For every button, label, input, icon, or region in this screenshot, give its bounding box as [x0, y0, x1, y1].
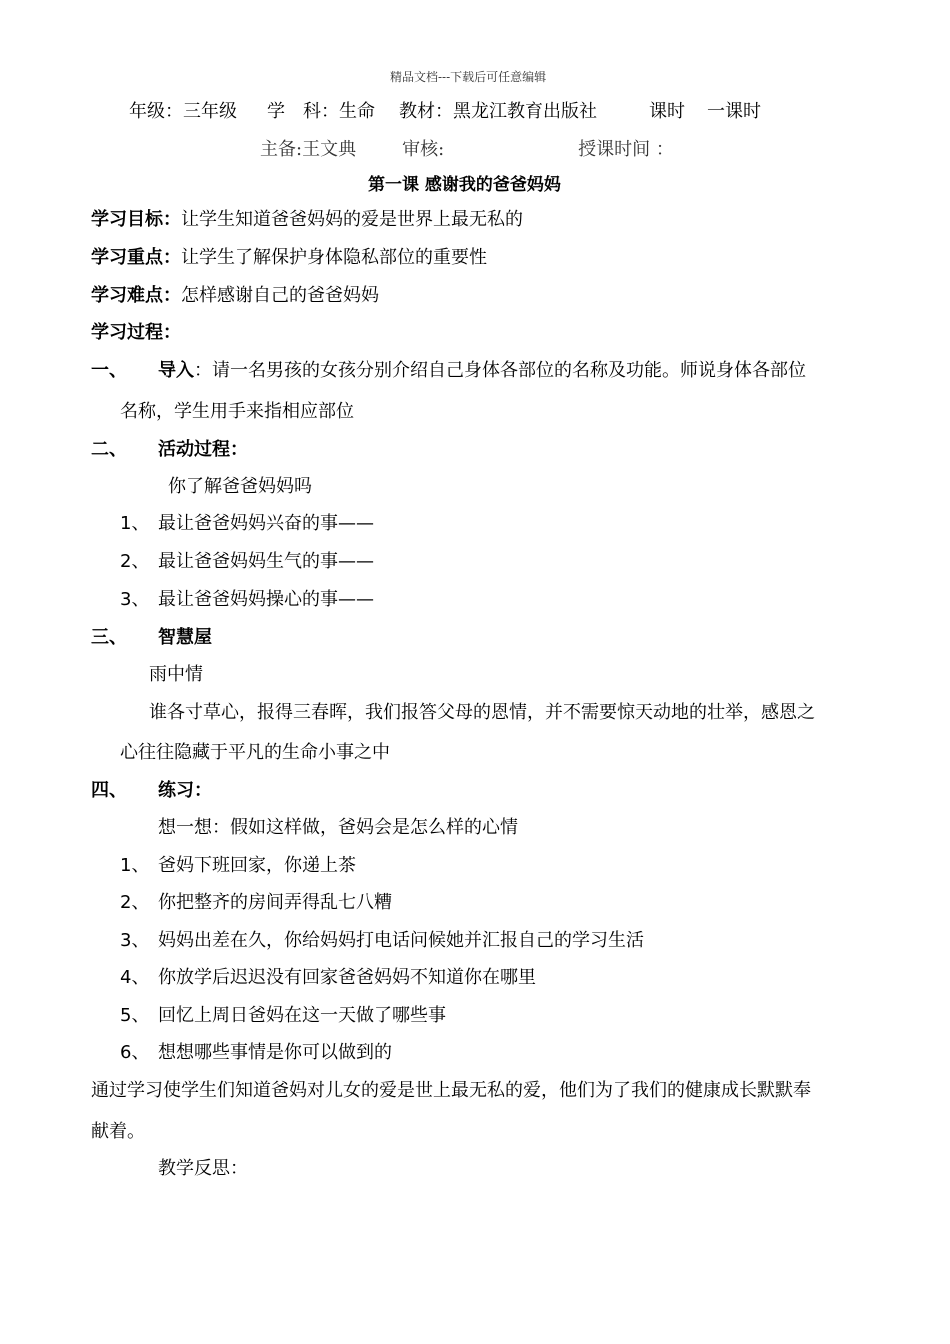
textbook: 教材：黑龙江教育出版社: [399, 101, 597, 122]
sec2-label: 活动过程：: [158, 439, 248, 460]
goal-line: [91, 209, 523, 231]
class-time: 授课时间 ：: [578, 139, 674, 160]
sec4-item-text: 妈妈出差在久，你给妈妈打电话问候她并汇报自己的学习生活: [158, 930, 644, 951]
goal-text: 让学生知道爸爸妈妈的爱是世界上最无私的: [181, 209, 523, 230]
sec3-label: 智慧屋: [158, 627, 212, 648]
header-note: 精品文档---下载后可任意编辑: [390, 70, 547, 84]
sec3-para1: 谁各寸草心，报得三春晖，我们报答父母的恩情，并不需要惊天动地的壮举，感恩之: [149, 702, 815, 723]
difficulty-text: 怎样感谢自己的爸爸妈妈: [181, 285, 379, 306]
lead-teacher: 主备:王文典: [260, 139, 357, 160]
sec3-sub: 雨中情: [149, 664, 203, 685]
sec1-cont: 名称，学生用手来指相应部位: [120, 401, 354, 422]
sec4-item-text: 回忆上周日爸妈在这一天做了哪些事: [158, 1005, 446, 1026]
process-label: 学习过程：: [91, 322, 181, 343]
meta-line: [260, 139, 674, 161]
sec4-num: 四、: [91, 780, 127, 801]
sec3-num: 三、: [91, 627, 127, 648]
grade: 年级：三年级: [129, 101, 237, 122]
sec4-item-text: 想想哪些事情是你可以做到的: [158, 1042, 392, 1063]
sec4-intro: 想一想：假如这样做，爸妈会是怎么样的心情: [158, 817, 518, 838]
focus-label: 学习重点：: [91, 247, 181, 268]
difficulty-label: 学习难点：: [91, 285, 181, 306]
summary-line-2: 献着。: [91, 1121, 145, 1142]
focus-line: [91, 247, 487, 269]
summary-line-1: 通过学习使学生们知道爸妈对儿女的爱是世上最无私的爱，他们为了我们的健康成长默默奉: [91, 1080, 811, 1101]
sec3-para2: 心往往隐藏于平凡的生命小事之中: [120, 742, 390, 763]
sec1-line: [158, 360, 806, 382]
reviewer: 审核:: [402, 139, 445, 160]
sec2-item-num: 2、: [120, 551, 150, 572]
reflection-label: 教学反思：: [158, 1158, 248, 1179]
sec4-item-text: 你把整齐的房间弄得乱七八糟: [158, 892, 392, 913]
sec4-item-num: 4、: [120, 967, 150, 988]
sec4-item-num: 6、: [120, 1042, 150, 1063]
lesson-title: 第一课 感谢我的爸爸妈妈: [368, 175, 561, 195]
sec2-item-num: 3、: [120, 589, 150, 610]
sec4-item-num: 3、: [120, 930, 150, 951]
sec2-intro: 你了解爸爸妈妈吗: [168, 476, 312, 497]
period-value: 一课时: [707, 101, 761, 122]
period-label: 课时: [649, 101, 685, 122]
goal-label: 学习目标：: [91, 209, 181, 230]
sec1-num: 一、: [91, 360, 127, 381]
sec1-label: 导入: [158, 360, 194, 381]
sec2-item-text: 最让爸爸妈妈生气的事——: [158, 551, 374, 572]
info-line: [129, 101, 761, 123]
sec2-item-text: 最让爸爸妈妈操心的事——: [158, 589, 374, 610]
sec4-item-text: 你放学后迟迟没有回家爸爸妈妈不知道你在哪里: [158, 967, 536, 988]
sec4-item-num: 5、: [120, 1005, 150, 1026]
sec4-label: 练习：: [158, 780, 212, 801]
sec2-num: 二、: [91, 439, 127, 460]
sec2-item-text: 最让爸爸妈妈兴奋的事——: [158, 513, 374, 534]
sec1-text: ：请一名男孩的女孩分别介绍自己身体各部位的名称及功能。师说身体各部位: [194, 360, 806, 381]
subject: 学 科：生命: [267, 101, 375, 122]
sec4-item-num: 2、: [120, 892, 150, 913]
sec4-item-text: 爸妈下班回家，你递上茶: [158, 855, 356, 876]
sec2-item-num: 1、: [120, 513, 150, 534]
focus-text: 让学生了解保护身体隐私部位的重要性: [181, 247, 487, 268]
difficulty-line: [91, 285, 379, 307]
sec4-item-num: 1、: [120, 855, 150, 876]
